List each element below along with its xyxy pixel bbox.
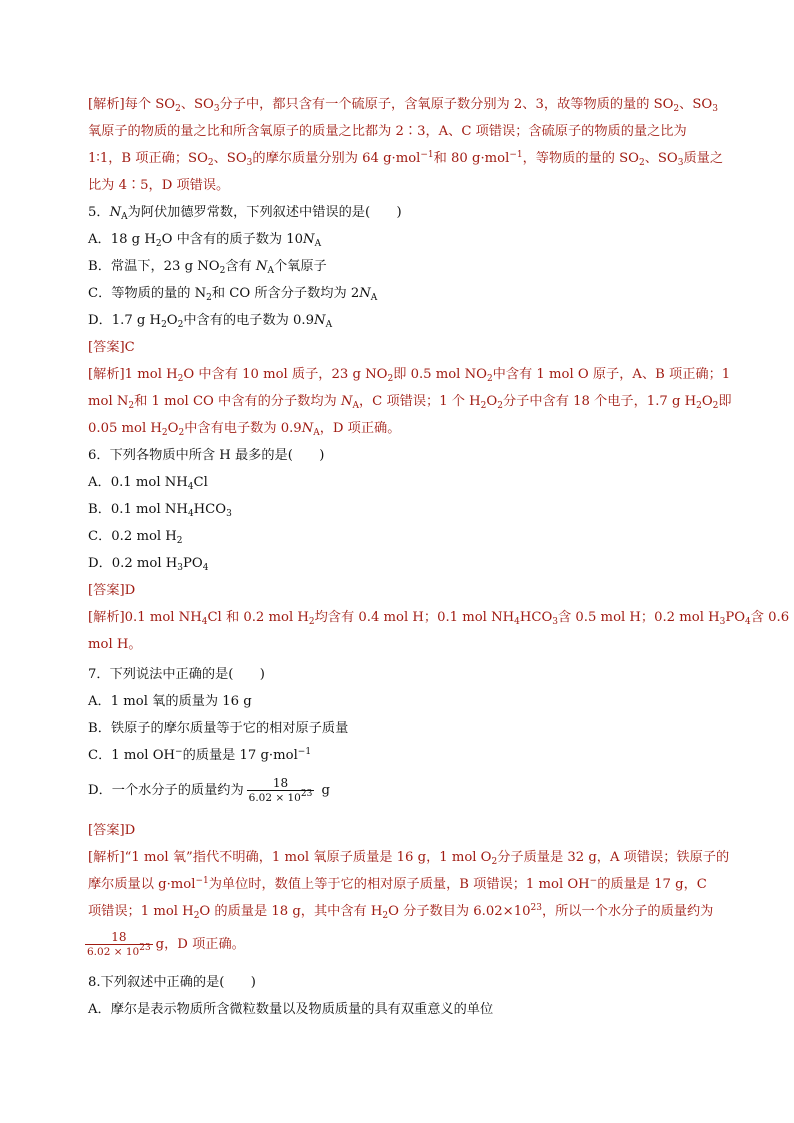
question-7-explanation: 项错误；1 mol $H_2O$ 的质量是 18 g，其中含有 $H_2O$ 分子数目为 $6.02\times 10^{23}$，所以一个水分子的质量约为 [88,903,714,921]
question-7-option-b: B．铁原子的摩尔质量等于它的相对原子质量 [88,721,349,736]
fraction: $\frac{18}{6.02 \times 10^{23}}$ [248,776,313,804]
explanation-line: 1∶1，B 项正确；$SO_2$、$SO_3$的摩尔质量分别为 64 g·mol$^{-1}$和 80 g·mol$^{-1}$，等物质的量的 $SO_2$、$SO_3$质量之 [88,150,724,168]
question-5-explanation: mol $N_2$和 1 mol CO 中含有的分子数均为 $N_A$，C 项错误；1 个 $H_2O_2$分子中含有 18 个电子，1.7 g $H_2O_2$即 [88,394,732,411]
question-7-answer: [答案]D [88,823,136,838]
question-7-option-d: D．一个水分子的质量约为 $\frac{18}{6.02 \times 10^{23}}$ g [88,776,330,804]
question-6-option-c: C．0.2 mol $H_2$ [88,529,183,546]
question-8-option-a: A．摩尔是表示物质所含微粒数量以及物质质量的具有双重意义的单位 [88,1002,494,1017]
question-5-answer: [答案]C [88,340,135,355]
question-5-explanation: [解析]1 mol $H_2O$ 中含有 10 mol 质子，23 g $NO_2$即 0.5 mol $NO_2$中含有 1 mol O 原子，A、B 项正确；1 [88,367,731,384]
question-7-option-a: A．1 mol 氧的质量为 16 g [88,694,252,709]
question-5-explanation: 0.05 mol $H_2O_2$中含有电子数为 $0.9N_A$，D 项正确。 [88,421,401,438]
question-6-answer: [答案]D [88,583,136,598]
question-6-option-a: A．0.1 mol $NH_4Cl$ [88,475,208,492]
question-5-option-a: A．18 g $H_2O$ 中含有的质子数为 $10N_A$ [88,232,322,249]
question-6-explanation: [解析]0.1 mol $NH_4Cl$ 和 0.2 mol $H_2$均含有 0.4 mol H；0.1 mol $NH_4HCO_3$含 0.5 mol H；0.2 mol $H_3PO_4$含 0.6 [88,610,790,627]
explanation-line: 氧原子的物质的量之比和所含氧原子的质量之比都为 2∶3，A、C 项错误；含硫原子的物质的量之比为 [88,124,687,139]
question-8-stem: 8.下列叙述中正确的是( ) [88,975,256,990]
question-6-explanation: mol H。 [88,637,142,652]
question-7-explanation: 摩尔质量以 g·mol$^{-1}$为单位时，数值上等于它的相对原子质量，B 项错误；1 mol OH−的质量是 17 g，C [88,876,707,892]
question-7-stem: 7．下列说法中正确的是( ) [88,667,265,682]
question-6-option-b: B．0.1 mol $NH_4HCO_3$ [88,502,232,519]
question-5-option-b: B．常温下，23 g $NO_2$含有 $N_A$个氧原子 [88,259,327,276]
question-7-explanation: [解析]“1 mol 氧”指代不明确，1 mol 氧原子质量是 16 g，1 mol $O_2$分子质量是 32 g，A 项错误；铁原子的 [88,850,730,867]
question-5-option-c: C．等物质的量的 $N_2$和 CO 所含分子数均为 $2N_A$ [88,286,378,303]
question-7-explanation: $\frac{18}{6.02 \times 10^{23}}$ g，D 项正确。 [87,930,245,958]
question-6-stem: 6．下列各物质中所含 H 最多的是( ) [88,448,325,463]
explanation-line: 比为 4∶5，D 项错误。 [88,178,230,193]
explanation-line: [解析]每个 $SO_2$、$SO_3$分子中，都只含有一个硫原子，含氧原子数分别为 2、3，故等物质的量的 $SO_2$、$SO_3$ [88,97,718,114]
question-7-option-c: C．1 mol OH−的质量是 17 g·mol$^{-1}$ [88,747,312,763]
question-6-option-d: D．0.2 mol $H_3PO_4$ [88,556,209,573]
question-5-stem: 5．$N_A$为阿伏加德罗常数，下列叙述中错误的是( ) [88,205,402,222]
question-5-option-d: D．1.7 g $H_2O_2$中含有的电子数为 $0.9N_A$ [88,313,333,330]
fraction: $\frac{18}{6.02 \times 10^{23}}$ [87,930,151,958]
